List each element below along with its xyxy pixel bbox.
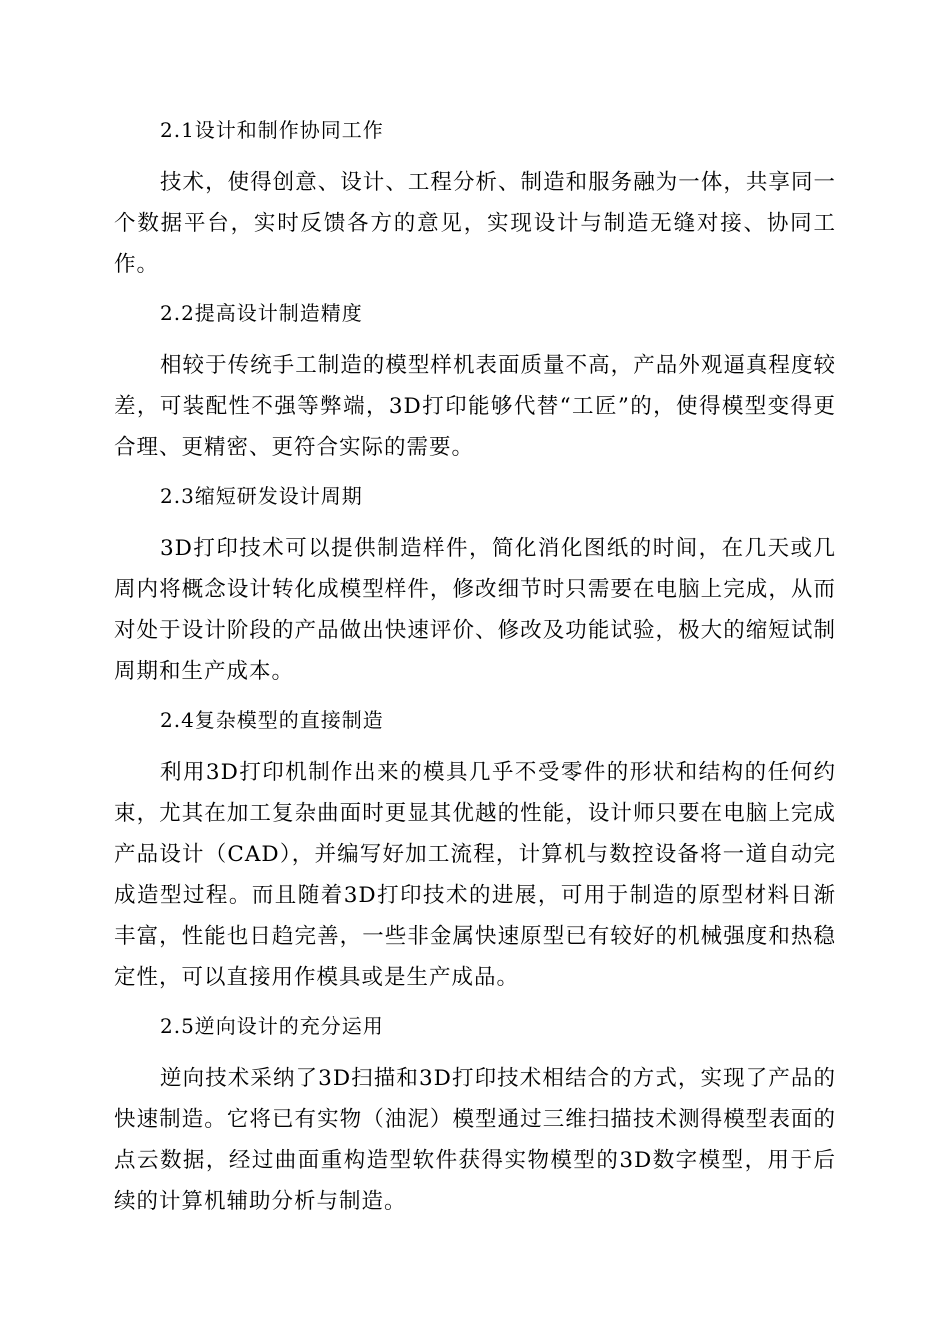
section-paragraph-2-2: 相较于传统手工制造的模型样机表面质量不高，产品外观逼真程度较差，可装配性不强等弊端，3D打印能够代替“工匠”的，使得模型变得更合理、更精密、更符合实际的需要。 bbox=[114, 353, 836, 460]
section-paragraph-2-4: 利用3D打印机制作出来的模具几乎不受零件的形状和结构的任何约束，尤其在加工复杂曲面时更显其优越的性能，设计师只要在电脑上完成产品设计（CAD），并编写好加工流程，计算机与数控设备将一道自动完成造型过程。而且随着3D打印技术的进展，可用于制造的原型材料日渐丰富，性能也日趋完善，一些非金属快速原型已有较好的机械强度和热稳定性，可以直接用作模具或是生产成品。 bbox=[114, 760, 836, 990]
section-heading-2-5: 2.5逆向设计的充分运用 bbox=[160, 1014, 384, 1038]
section-heading-2-2: 2.2提高设计制造精度 bbox=[160, 301, 363, 325]
section-paragraph-2-3: 3D打印技术可以提供制造样件，简化消化图纸的时间，在几天或几周内将概念设计转化成模型样件，修改细节时只需要在电脑上完成，从而对处于设计阶段的产品做出快速评价、修改及功能试验，极大的缩短试制周期和生产成本。 bbox=[114, 536, 836, 684]
section-paragraph-2-5: 逆向技术采纳了3D扫描和3D打印技术相结合的方式，实现了产品的快速制造。它将已有实物（油泥）模型通过三维扫描技术测得模型表面的点云数据，经过曲面重构造型软件获得实物模型的3D数字模型，用于后续的计算机辅助分析与制造。 bbox=[114, 1066, 836, 1214]
section-heading-2-3: 2.3缩短研发设计周期 bbox=[160, 484, 363, 508]
section-paragraph-2-1: 技术，使得创意、设计、工程分析、制造和服务融为一体，共享同一个数据平台，实时反馈各方的意见，实现设计与制造无缝对接、协同工作。 bbox=[114, 170, 836, 277]
section-heading-2-1: 2.1设计和制作协同工作 bbox=[160, 118, 384, 142]
section-heading-2-4: 2.4复杂模型的直接制造 bbox=[160, 708, 384, 732]
